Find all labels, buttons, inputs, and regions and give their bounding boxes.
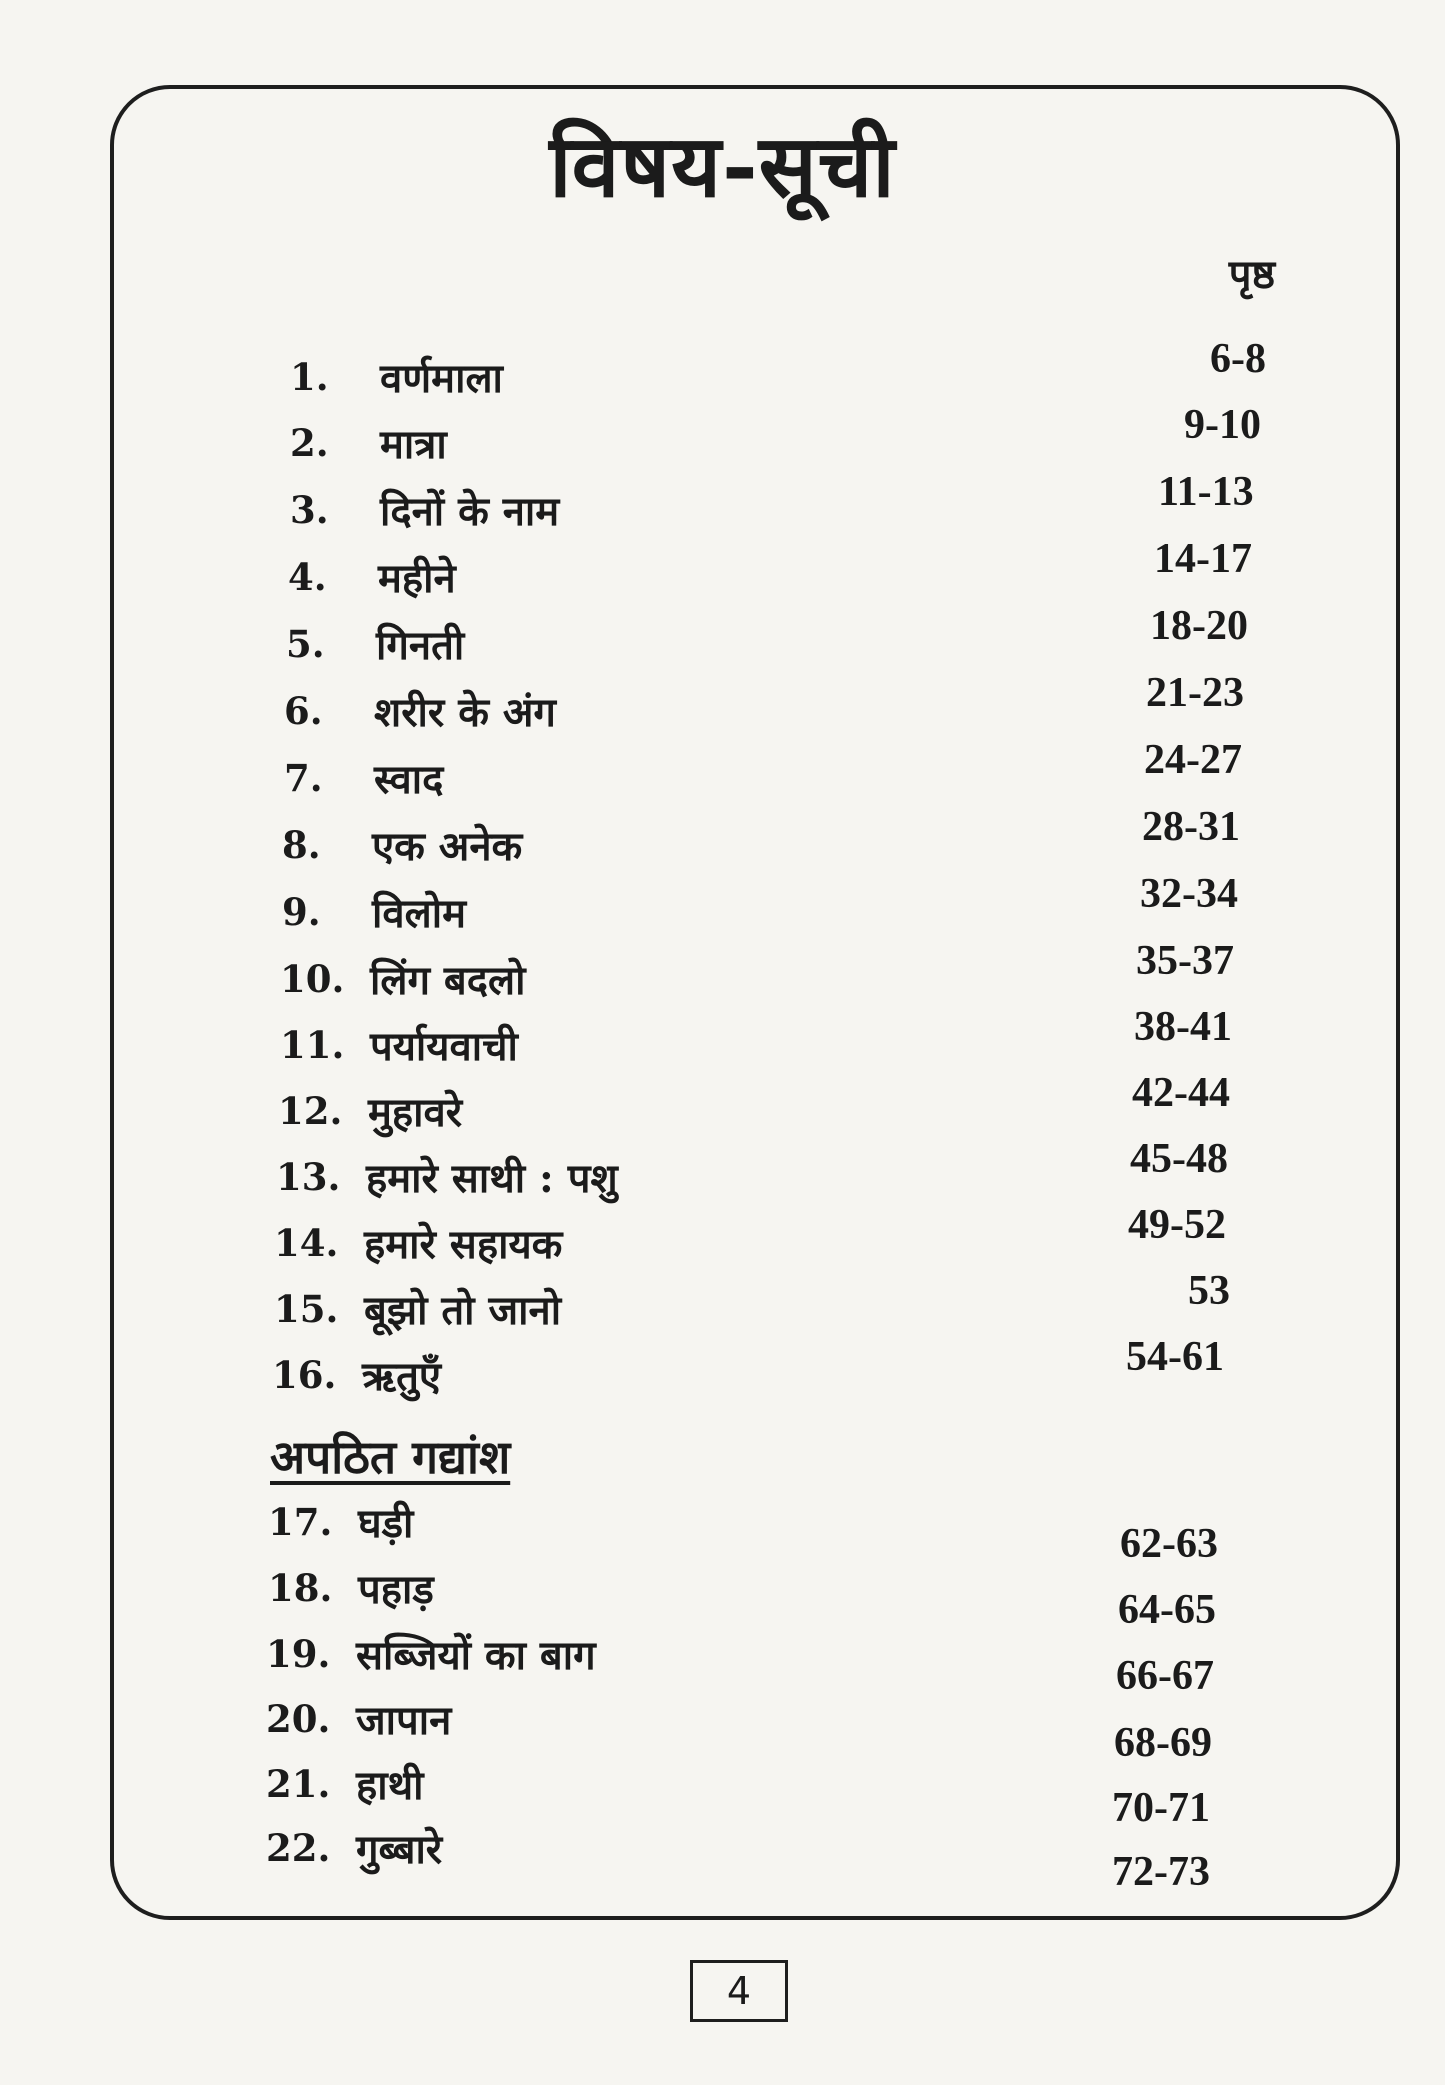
toc-number: 4.	[288, 555, 327, 599]
toc-number: 14.	[274, 1221, 339, 1265]
toc-title: जापान	[356, 1697, 452, 1744]
toc-number: 12.	[278, 1089, 343, 1133]
toc-title: बूझो तो जानो	[364, 1287, 562, 1334]
toc-number: 2.	[290, 421, 329, 465]
toc-number: 22.	[266, 1826, 331, 1870]
toc-title: शरीर के अंग	[374, 689, 556, 736]
toc-title: स्वाद	[374, 756, 444, 803]
toc-number: 11.	[280, 1023, 345, 1067]
toc-pages: 28-31	[1142, 804, 1240, 850]
toc-title: पर्यायवाची	[370, 1023, 518, 1070]
toc-pages: 11-13	[1158, 469, 1254, 515]
toc-title: मात्रा	[380, 421, 447, 468]
toc-title: ऋतुएँ	[362, 1353, 442, 1400]
toc-number: 10.	[280, 957, 345, 1001]
toc-title: मुहावरे	[368, 1089, 463, 1136]
toc-number: 17.	[268, 1500, 333, 1544]
toc-title: विलोम	[372, 890, 466, 937]
toc-pages: 72-73	[1112, 1849, 1210, 1895]
toc-number: 3.	[290, 488, 329, 532]
toc-title: गुब्बारे	[356, 1826, 443, 1873]
toc-number: 9.	[282, 890, 321, 934]
toc-number: 16.	[272, 1353, 337, 1397]
toc-pages: 38-41	[1134, 1004, 1232, 1050]
toc-pages: 32-34	[1140, 871, 1238, 917]
toc-number: 18.	[268, 1566, 333, 1610]
toc-number: 21.	[266, 1762, 331, 1806]
toc-pages: 6-8	[1210, 336, 1266, 382]
toc-title: सब्जियों का बाग	[356, 1632, 596, 1679]
toc-title: एक अनेक	[372, 823, 523, 870]
toc-pages: 53	[1188, 1268, 1230, 1314]
toc-title: दिनों के नाम	[380, 488, 560, 535]
toc-title: हाथी	[356, 1762, 424, 1809]
toc-number: 15.	[274, 1287, 339, 1331]
toc-pages: 21-23	[1146, 670, 1244, 716]
page-column-header: पृष्ठ	[1228, 251, 1275, 298]
toc-pages: 18-20	[1150, 603, 1248, 649]
toc-pages: 42-44	[1132, 1070, 1230, 1116]
toc-number: 5.	[286, 622, 325, 666]
toc-number: 6.	[284, 689, 323, 733]
toc-pages: 49-52	[1128, 1202, 1226, 1248]
toc-title: हमारे सहायक	[364, 1221, 563, 1268]
toc-pages: 70-71	[1112, 1785, 1210, 1831]
toc-title: घड़ी	[358, 1500, 414, 1547]
toc-pages: 62-63	[1120, 1521, 1218, 1567]
toc-title: गिनती	[376, 622, 465, 669]
toc-title: हमारे साथी : पशु	[366, 1155, 618, 1202]
toc-pages: 68-69	[1114, 1720, 1212, 1766]
toc-pages: 35-37	[1136, 938, 1234, 984]
section-heading: अपठित गद्यांश	[270, 1430, 511, 1484]
toc-number: 1.	[290, 355, 329, 399]
toc-number: 20.	[266, 1697, 331, 1741]
toc-pages: 9-10	[1184, 402, 1261, 448]
toc-title: महीने	[378, 555, 456, 602]
toc-number: 13.	[276, 1155, 341, 1199]
toc-pages: 64-65	[1118, 1587, 1216, 1633]
toc-number: 19.	[266, 1632, 331, 1676]
toc-pages: 66-67	[1116, 1653, 1214, 1699]
toc-pages: 14-17	[1154, 536, 1252, 582]
toc-number: 8.	[282, 823, 321, 867]
toc-pages: 45-48	[1130, 1136, 1228, 1182]
page-title: विषय-सूची	[549, 116, 896, 217]
toc-title: पहाड़	[358, 1566, 434, 1613]
toc-title: लिंग बदलो	[370, 957, 526, 1004]
toc-number: 7.	[284, 756, 323, 800]
toc-title: वर्णमाला	[380, 355, 503, 402]
toc-pages: 24-27	[1144, 737, 1242, 783]
page-number: 4	[690, 1960, 788, 2022]
toc-pages: 54-61	[1126, 1334, 1224, 1380]
